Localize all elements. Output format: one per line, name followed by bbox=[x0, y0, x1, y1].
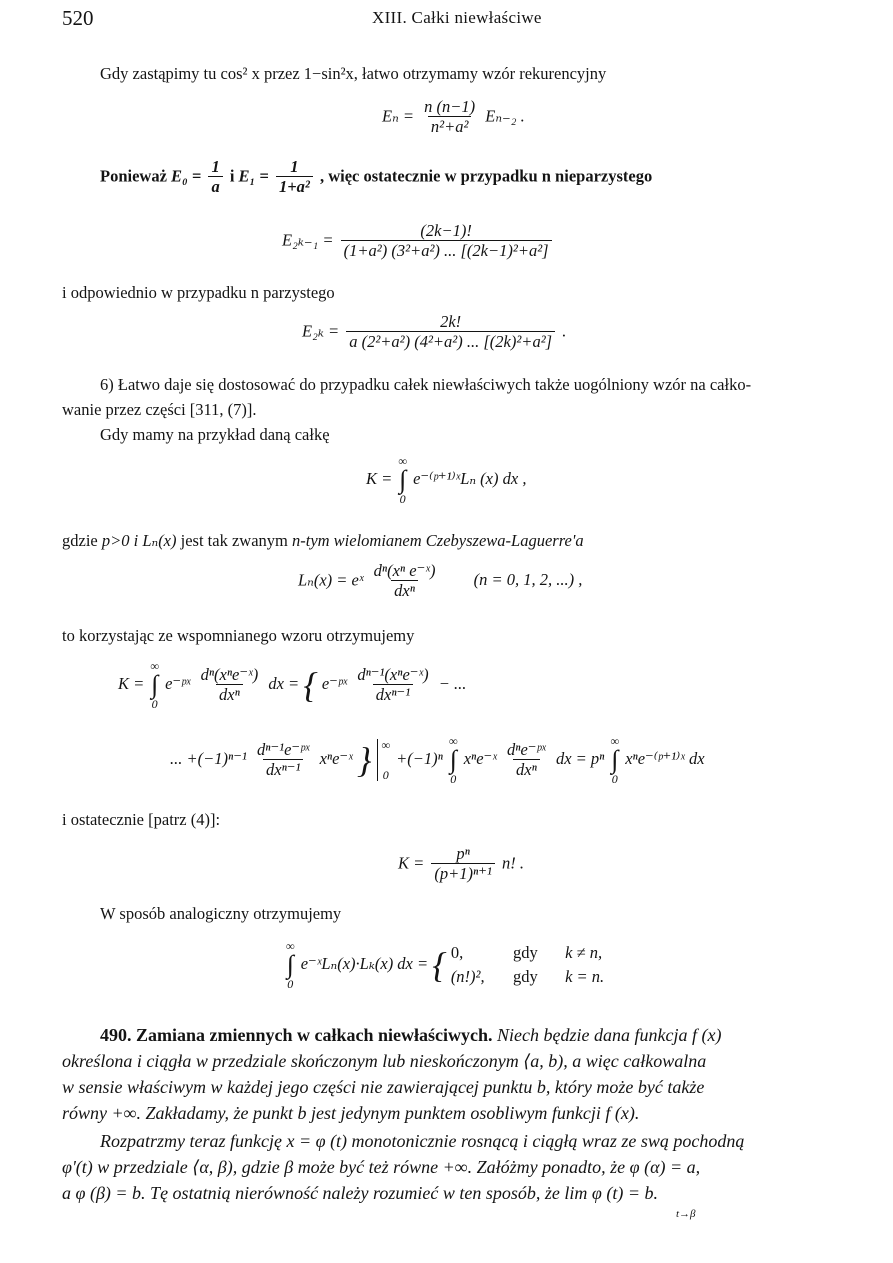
text-line: W sposób analogiczny otrzymujemy bbox=[100, 904, 342, 923]
integral-glyph: ∫ bbox=[399, 465, 407, 494]
text-span: n-tym wielomianem Czebyszewa-Laguerre'a bbox=[291, 531, 584, 550]
fraction-denominator: dxⁿ bbox=[216, 684, 243, 705]
fraction-numerator: 2k! bbox=[440, 312, 462, 331]
brace-close: } bbox=[356, 740, 372, 780]
formula-K-final bbox=[398, 845, 524, 884]
integral-glyph: ∫ bbox=[286, 950, 294, 979]
fraction-denominator: (1+a²) (3²+a²) ... [(2k−1)²+a²] bbox=[341, 240, 552, 261]
text-line: to korzystając ze wspomnianego wzoru otrzymujemy bbox=[62, 626, 415, 645]
formula-part: e⁻ˣLₙ(x)·Lₖ(x) dx = bbox=[300, 953, 429, 973]
formula-part: K = bbox=[398, 853, 425, 873]
case-row bbox=[451, 941, 604, 965]
case-value: (n!)², bbox=[450, 967, 485, 986]
text-line: φ'(t) w przedziale ⟨α, β), gdzie β może być też równe +∞. Załóżmy ponadto, że φ (α) = a, bbox=[62, 1157, 701, 1177]
integral-upper-limit: ∞ bbox=[150, 659, 159, 673]
integral-glyph: ∫ bbox=[151, 670, 159, 699]
fraction-denominator: (p+1)ⁿ⁺¹ bbox=[431, 863, 494, 884]
formula-part: E₁ = bbox=[238, 166, 269, 186]
brace-open: { bbox=[303, 665, 318, 705]
fraction-numerator: dⁿ(xⁿ e⁻ˣ) bbox=[373, 561, 436, 580]
formula-part: (n = 0, 1, 2, ...) , bbox=[473, 570, 583, 590]
formula-part: +(−1)ⁿ bbox=[396, 748, 443, 768]
text-span: Ponieważ bbox=[100, 166, 167, 186]
fraction bbox=[276, 158, 313, 197]
fraction bbox=[254, 741, 312, 780]
text-line: Gdy zastąpimy tu cos² x przez 1−sin²x, łatwo otrzymamy wzór rekurencyjny bbox=[100, 64, 607, 83]
formula-part: K = bbox=[118, 673, 145, 693]
case-condition: k = n. bbox=[565, 967, 605, 986]
fraction-denominator: n²+a² bbox=[428, 116, 472, 137]
brace-open: { bbox=[432, 945, 447, 985]
bar-lower-limit: 0 bbox=[382, 768, 389, 782]
text-line: i odpowiednio w przypadku n parzystego bbox=[62, 283, 335, 302]
integral-lower-limit: 0 bbox=[287, 977, 294, 991]
chapter-title: XIII. Całki niewłaściwe bbox=[372, 8, 542, 27]
integral-lower-limit: 0 bbox=[450, 772, 457, 786]
fraction bbox=[421, 98, 478, 137]
formula-part: E₀ = bbox=[171, 166, 202, 186]
fraction-numerator: (2k−1)! bbox=[420, 221, 472, 240]
formula-part: e⁻ᵖˣ bbox=[165, 673, 191, 693]
evaluation-bar bbox=[377, 739, 390, 781]
fraction-numerator: dⁿe⁻ᵖˣ bbox=[507, 739, 546, 759]
formula-odd bbox=[282, 222, 555, 261]
fraction-denominator: a (2²+a²) (4²+a²) ... [(2k)²+a²] bbox=[346, 331, 555, 352]
text-span: , więc ostatecznie w przypadku n nieparzystego bbox=[319, 166, 653, 186]
formula-part: xⁿe⁻ˣ bbox=[463, 748, 497, 768]
fraction-numerator: dⁿ⁻¹e⁻ᵖˣ bbox=[257, 739, 310, 759]
fraction bbox=[504, 741, 549, 780]
formula-K-definition bbox=[366, 455, 526, 505]
integral-lower-limit: 0 bbox=[611, 772, 618, 786]
section-heading-line bbox=[100, 1022, 721, 1049]
case-word: gdy bbox=[512, 967, 538, 986]
text-line: Rozpatrzmy teraz funkcję x = φ (t) monotonicznie rosnącą i ciągłą wraz ze swą pochodną bbox=[100, 1131, 745, 1151]
formula-part: e⁻⁽ᵖ⁺¹⁾ˣLₙ (x) dx , bbox=[413, 468, 527, 488]
case-condition: k ≠ n, bbox=[565, 943, 603, 963]
fraction-numerator: pⁿ bbox=[456, 844, 470, 863]
formula-part: Eₙ = bbox=[382, 106, 415, 126]
case-word: gdy bbox=[512, 943, 538, 963]
formula-orthogonality bbox=[284, 940, 604, 990]
section-title: 490. Zamiana zmiennych w całkach niewłaściwych. bbox=[100, 1025, 493, 1045]
formula-part: . bbox=[562, 321, 567, 341]
fraction-numerator: 1 bbox=[211, 157, 220, 176]
formula-part: Lₙ(x) = eˣ bbox=[298, 570, 364, 590]
formula-part: − ... bbox=[438, 673, 467, 693]
formula-part: xⁿe⁻ˣ bbox=[319, 748, 353, 768]
integral-upper-limit: ∞ bbox=[449, 734, 458, 748]
fraction bbox=[341, 222, 552, 261]
fraction-denominator: a bbox=[208, 176, 222, 197]
integral-sign bbox=[286, 940, 295, 990]
initial-values-line bbox=[100, 158, 652, 197]
formula-part: n! . bbox=[502, 853, 524, 873]
integral-sign bbox=[449, 735, 458, 785]
fraction-denominator: dxⁿ bbox=[391, 580, 418, 601]
integral-upper-limit: ∞ bbox=[398, 454, 407, 468]
formula-even bbox=[302, 313, 566, 352]
integral-upper-limit: ∞ bbox=[286, 939, 295, 953]
case-value: 0, bbox=[450, 943, 464, 963]
text-line: a φ (β) = b. Tę ostatnią nierówność należy rozumieć w ten sposób, że lim φ (t) = b. bbox=[62, 1183, 658, 1203]
fraction bbox=[208, 158, 222, 197]
text-line: Gdy mamy na przykład daną całkę bbox=[100, 425, 330, 444]
fraction bbox=[354, 666, 431, 705]
fraction bbox=[198, 666, 262, 705]
text-span: Niech będzie dana funkcja f (x) bbox=[497, 1025, 722, 1045]
bar-upper-limit: ∞ bbox=[381, 738, 391, 752]
formula-part: dx = pⁿ bbox=[555, 748, 605, 768]
fraction-denominator: 1+a² bbox=[276, 176, 313, 197]
integral-sign bbox=[611, 735, 620, 785]
formula-part: E₂ₖ₋₁ = bbox=[282, 230, 334, 250]
formula-part: Eₙ₋₂ . bbox=[485, 106, 525, 126]
integral-sign bbox=[150, 660, 159, 710]
formula-part: ... +(−1)ⁿ⁻¹ bbox=[170, 748, 247, 768]
fraction bbox=[371, 562, 439, 601]
page-number: 520 bbox=[62, 6, 94, 30]
formula-K-expansion-1 bbox=[118, 660, 466, 710]
formula-K-expansion-2 bbox=[170, 735, 705, 785]
fraction-denominator: dxⁿ⁻¹ bbox=[263, 759, 303, 780]
fraction-numerator: dⁿ(xⁿe⁻ˣ) bbox=[200, 664, 259, 684]
limit-subscript: t→β bbox=[676, 1208, 696, 1220]
integral-glyph: ∫ bbox=[611, 745, 619, 774]
fraction-numerator: dⁿ⁻¹(xⁿe⁻ˣ) bbox=[357, 664, 429, 684]
integral-lower-limit: 0 bbox=[399, 492, 406, 506]
formula-part: dx = bbox=[268, 673, 300, 693]
fraction bbox=[346, 313, 555, 352]
fraction-numerator: 1 bbox=[290, 157, 299, 176]
text-line: wanie przez części [311, (7)]. bbox=[62, 400, 257, 419]
formula-part: p>0 i Lₙ(x) bbox=[101, 531, 177, 550]
fraction bbox=[431, 845, 494, 884]
fraction-denominator: dxⁿ bbox=[513, 759, 540, 780]
formula-recursion bbox=[382, 98, 525, 137]
integral-sign bbox=[398, 455, 407, 505]
text-line: 6) Łatwo daje się dostosować do przypadku całek niewłaściwych także uogólniony wzór na całko- bbox=[100, 375, 752, 394]
text-line: równy +∞. Zakładamy, że punkt b jest jedynym punktem osobliwym funkcji f (x). bbox=[62, 1103, 640, 1123]
text-span: i bbox=[229, 166, 235, 186]
integral-upper-limit: ∞ bbox=[610, 734, 620, 748]
case-row bbox=[451, 965, 604, 989]
formula-part: E₂ₖ = bbox=[302, 321, 340, 341]
formula-part: K = bbox=[366, 468, 393, 488]
formula-laguerre bbox=[298, 562, 582, 601]
integral-lower-limit: 0 bbox=[151, 697, 158, 711]
integral-glyph: ∫ bbox=[449, 745, 457, 774]
text-line: określona i ciągła w przedziale skończonym lub nieskończonym ⟨a, b), a więc całkowalna bbox=[62, 1051, 707, 1071]
fraction-numerator: n (n−1) bbox=[424, 97, 476, 116]
laguerre-definition-line bbox=[62, 531, 584, 551]
text-span: gdzie bbox=[62, 531, 98, 550]
formula-part: e⁻ᵖˣ bbox=[321, 673, 348, 693]
text-line: w sensie właściwym w każdej jego części nie zawierającej punktu b, który może być także bbox=[62, 1077, 705, 1097]
formula-part: xⁿe⁻⁽ᵖ⁺¹⁾ˣ dx bbox=[625, 748, 705, 768]
cases bbox=[451, 941, 604, 989]
text-line: i ostatecznie [patrz (4)]: bbox=[62, 810, 221, 829]
fraction-denominator: dxⁿ⁻¹ bbox=[373, 684, 413, 705]
text-span: jest tak zwanym bbox=[180, 531, 288, 550]
